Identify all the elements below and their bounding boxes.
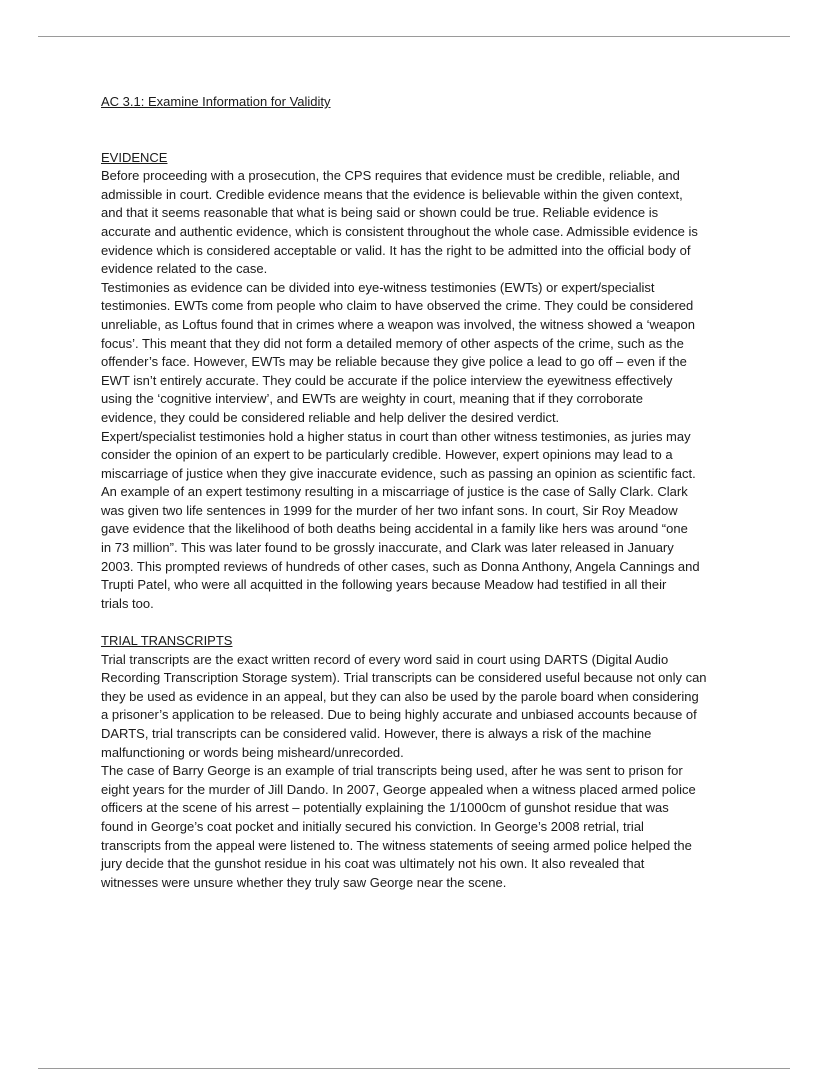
text-line: miscarriage of justice when they give inaccurate evidence, such as passing an opinion as scientific fact.: [101, 465, 696, 481]
text-line: admissible in court. Credible evidence means that the evidence is believable within the given context,: [101, 186, 683, 202]
bottom-page-rule: [38, 1068, 790, 1069]
section-heading: EVIDENCE: [101, 149, 168, 165]
text-line: Trupti Patel, who were all acquitted in the following years because Meadow had testified in all their: [101, 577, 667, 593]
text-line: gave evidence that the likelihood of both deaths being accidental in a family like hers was around “one: [101, 521, 688, 537]
text-line: 2003. This prompted reviews of hundreds of other cases, such as Donna Anthony, Angela Cannings and: [101, 558, 700, 574]
text-line: testimonies. EWTs come from people who claim to have observed the crime. They could be considered: [101, 298, 694, 314]
text-line: Before proceeding with a prosecution, the CPS requires that evidence must be credible, reliable, and: [101, 168, 680, 184]
section-evidence: [101, 149, 707, 614]
text-line: Testimonies as evidence can be divided into eye-witness testimonies (EWTs) or expert/specialist: [101, 279, 655, 295]
text-line: found in George’s coat pocket and initially secured his conviction. In George’s 2008 retrial, trial: [101, 818, 644, 834]
section-trial-transcripts: [101, 632, 707, 892]
text-line: jury decide that the gunshot residue in his coat was ultimately not his own. It also revealed that: [101, 856, 645, 872]
text-line: An example of an expert testimony resulting in a miscarriage of justice is the case of Sally Clark. Clark: [101, 484, 688, 500]
top-page-rule: [38, 36, 790, 37]
section-text: [101, 651, 707, 893]
text-line: evidence related to the case.: [101, 261, 268, 277]
text-line: they be used as evidence in an appeal, but they can also be used by the parole board when considering: [101, 688, 699, 704]
section-text: [101, 167, 707, 613]
text-line: witnesses were unsure whether they truly saw George near the scene.: [101, 874, 507, 890]
text-line: consider the opinion of an expert to be particularly credible. However, expert opinions may lead to a: [101, 447, 673, 463]
text-line: unreliable, as Loftus found that in crimes where a weapon was involved, the witness showed a ‘weapon: [101, 316, 696, 332]
text-line: a prisoner’s application to be released. Due to being highly accurate and unbiased accounts because of: [101, 707, 697, 723]
text-line: was given two life sentences in 1999 for the murder of her two infant sons. In court, Sir Roy Meadow: [101, 502, 678, 518]
text-line: The case of Barry George is an example of trial transcripts being used, after he was sent to prison for: [101, 763, 683, 779]
text-line: Recording Transcription Storage system). Trial transcripts can be considered useful because not only can: [101, 670, 707, 686]
text-line: eight years for the murder of Jill Dando. In 2007, George appealed when a witness placed armed police: [101, 781, 696, 797]
text-line: DARTS, trial transcripts can be considered valid. However, there is always a risk of the machine: [101, 726, 652, 741]
text-line: trials too.: [101, 595, 154, 611]
text-line: officers at the scene of his arrest – potentially explaining the 1/1000cm of gunshot residue that was: [101, 800, 669, 816]
text-line: malfunctioning or words being misheard/unrecorded.: [101, 744, 404, 760]
text-line: focus’. This meant that they did not form a detailed memory of other aspects of the crime, such as the: [101, 335, 684, 351]
text-line: Trial transcripts are the exact written record of every word said in court using DARTS (Digital Audio: [101, 651, 669, 667]
text-line: offender’s face. However, EWTs may be reliable because they give police a lead to go off – even if the: [101, 354, 687, 370]
text-line: evidence which is considered acceptable or valid. It has the right to be admitted into the official body of: [101, 242, 691, 258]
document-title: AC 3.1: Examine Information for Validity: [101, 94, 331, 109]
text-line: in 73 million”. This was later found to be grossly inaccurate, and Clark was later released in January: [101, 540, 674, 556]
text-line: EWT isn’t entirely accurate. They could be accurate if the police interview the eyewitness effectively: [101, 372, 673, 388]
text-line: Expert/specialist testimonies hold a higher status in court than other witness testimonies, as juries may: [101, 428, 691, 444]
text-line: evidence, they could be considered reliable and help deliver the desired verdict.: [101, 409, 560, 425]
text-line: transcripts from the appeal were listened to. The witness statements of seeing armed police helped the: [101, 837, 692, 853]
document-body: [101, 93, 707, 892]
text-line: accurate and authentic evidence, which is consistent throughout the whole case. Admissible evidence is: [101, 223, 698, 239]
section-heading: TRIAL TRANSCRIPTS: [101, 633, 233, 649]
text-line: and that it seems reasonable that what is being said or shown could be true. Reliable evidence is: [101, 205, 659, 221]
text-line: using the ‘cognitive interview’, and EWTs are weighty in court, meaning that if they corroborate: [101, 391, 643, 407]
